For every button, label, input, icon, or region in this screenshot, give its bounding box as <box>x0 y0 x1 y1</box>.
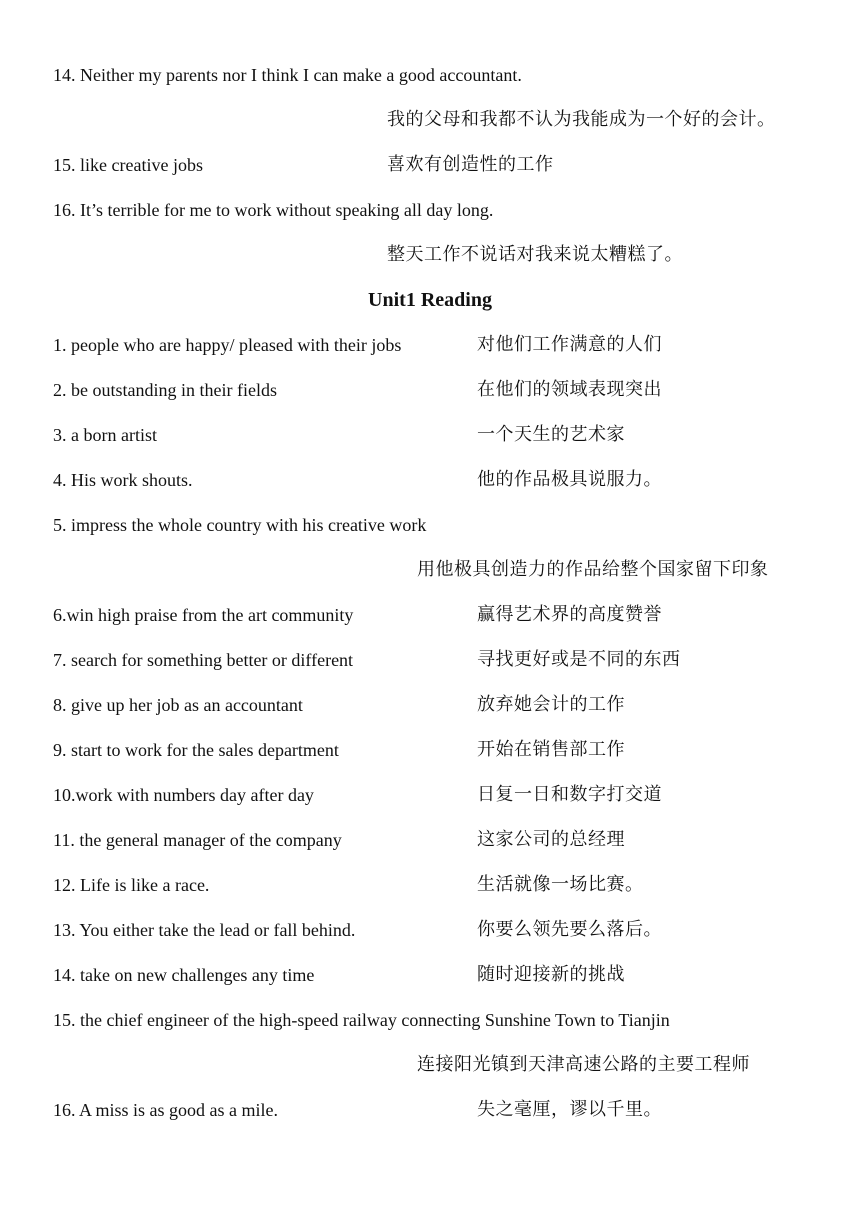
phrase-chinese: 赢得艺术界的高度赞誉 <box>477 604 662 625</box>
phrase-item-16-en <box>0 195 860 225</box>
phrase-english: 11. the general manager of the company <box>53 830 342 850</box>
reading-item-13 <box>0 915 860 945</box>
phrase-chinese: 开始在销售部工作 <box>477 739 625 760</box>
phrase-english: 13. You either take the lead or fall behind. <box>53 920 356 940</box>
reading-item-15-zh <box>0 1050 860 1080</box>
phrase-chinese: 一个天生的艺术家 <box>477 424 625 445</box>
phrase-item-15 <box>0 150 860 180</box>
phrase-english: 9. start to work for the sales department <box>53 740 339 760</box>
phrase-english: 10.work with numbers day after day <box>53 785 314 805</box>
phrase-english: 1. people who are happy/ pleased with their jobs <box>53 335 402 355</box>
phrase-chinese: 用他极具创造力的作品给整个国家留下印象 <box>417 559 769 580</box>
reading-item-8 <box>0 690 860 720</box>
phrase-chinese: 在他们的领域表现突出 <box>477 379 662 400</box>
phrase-chinese: 你要么领先要么落后。 <box>477 919 662 940</box>
phrase-english: 6.win high praise from the art community <box>53 605 354 625</box>
phrase-chinese: 喜欢有创造性的工作 <box>387 154 554 175</box>
phrase-english: 4. His work shouts. <box>53 470 193 490</box>
phrase-english: 3. a born artist <box>53 425 157 445</box>
reading-item-2 <box>0 375 860 405</box>
reading-item-12 <box>0 870 860 900</box>
phrase-chinese: 失之毫厘，谬以千里。 <box>477 1099 662 1120</box>
reading-item-14 <box>0 960 860 990</box>
reading-item-7 <box>0 645 860 675</box>
phrase-chinese: 寻找更好或是不同的东西 <box>477 649 681 670</box>
phrase-chinese: 这家公司的总经理 <box>477 829 625 850</box>
reading-item-3 <box>0 420 860 450</box>
phrase-english: 7. search for something better or different <box>53 650 354 670</box>
phrase-chinese: 整天工作不说话对我来说太糟糕了。 <box>387 244 683 265</box>
section-heading: Unit1 Reading <box>368 289 492 311</box>
phrase-english: 14. Neither my parents nor I think I can make a good accountant. <box>53 65 522 85</box>
reading-item-6 <box>0 600 860 630</box>
phrase-chinese: 我的父母和我都不认为我能成为一个好的会计。 <box>387 109 776 130</box>
phrase-english: 5. impress the whole country with his creative work <box>53 515 427 535</box>
phrase-chinese: 他的作品极具说服力。 <box>477 469 662 490</box>
phrase-english: 15. the chief engineer of the high-speed railway connecting Sunshine Town to Tianjin <box>53 1010 670 1030</box>
reading-item-5-zh <box>0 555 860 585</box>
phrase-english: 12. Life is like a race. <box>53 875 210 895</box>
phrase-english: 16. It’s terrible for me to work without speaking all day long. <box>53 200 494 220</box>
phrase-item-14-zh <box>0 105 860 135</box>
phrase-chinese: 连接阳光镇到天津高速公路的主要工程师 <box>417 1054 750 1075</box>
phrase-chinese: 生活就像一场比赛。 <box>477 874 644 895</box>
phrase-chinese: 对他们工作满意的人们 <box>477 334 662 355</box>
phrase-item-16-zh <box>0 240 860 270</box>
reading-item-16 <box>0 1095 860 1125</box>
reading-item-15-en <box>0 1005 860 1035</box>
phrase-chinese: 随时迎接新的挑战 <box>477 964 625 985</box>
phrase-english: 16. A miss is as good as a mile. <box>53 1100 278 1120</box>
reading-item-10 <box>0 780 860 810</box>
phrase-english: 14. take on new challenges any time <box>53 965 315 985</box>
phrase-english: 2. be outstanding in their fields <box>53 380 277 400</box>
reading-item-1 <box>0 330 860 360</box>
reading-item-9 <box>0 735 860 765</box>
reading-item-11 <box>0 825 860 855</box>
reading-item-5-en <box>0 510 860 540</box>
phrase-english: 15. like creative jobs <box>53 155 203 175</box>
phrase-chinese: 放弃她会计的工作 <box>477 694 625 715</box>
phrase-english: 8. give up her job as an accountant <box>53 695 303 715</box>
reading-item-4 <box>0 465 860 495</box>
phrase-chinese: 日复一日和数字打交道 <box>477 784 662 805</box>
phrase-item-14-en <box>0 60 860 90</box>
